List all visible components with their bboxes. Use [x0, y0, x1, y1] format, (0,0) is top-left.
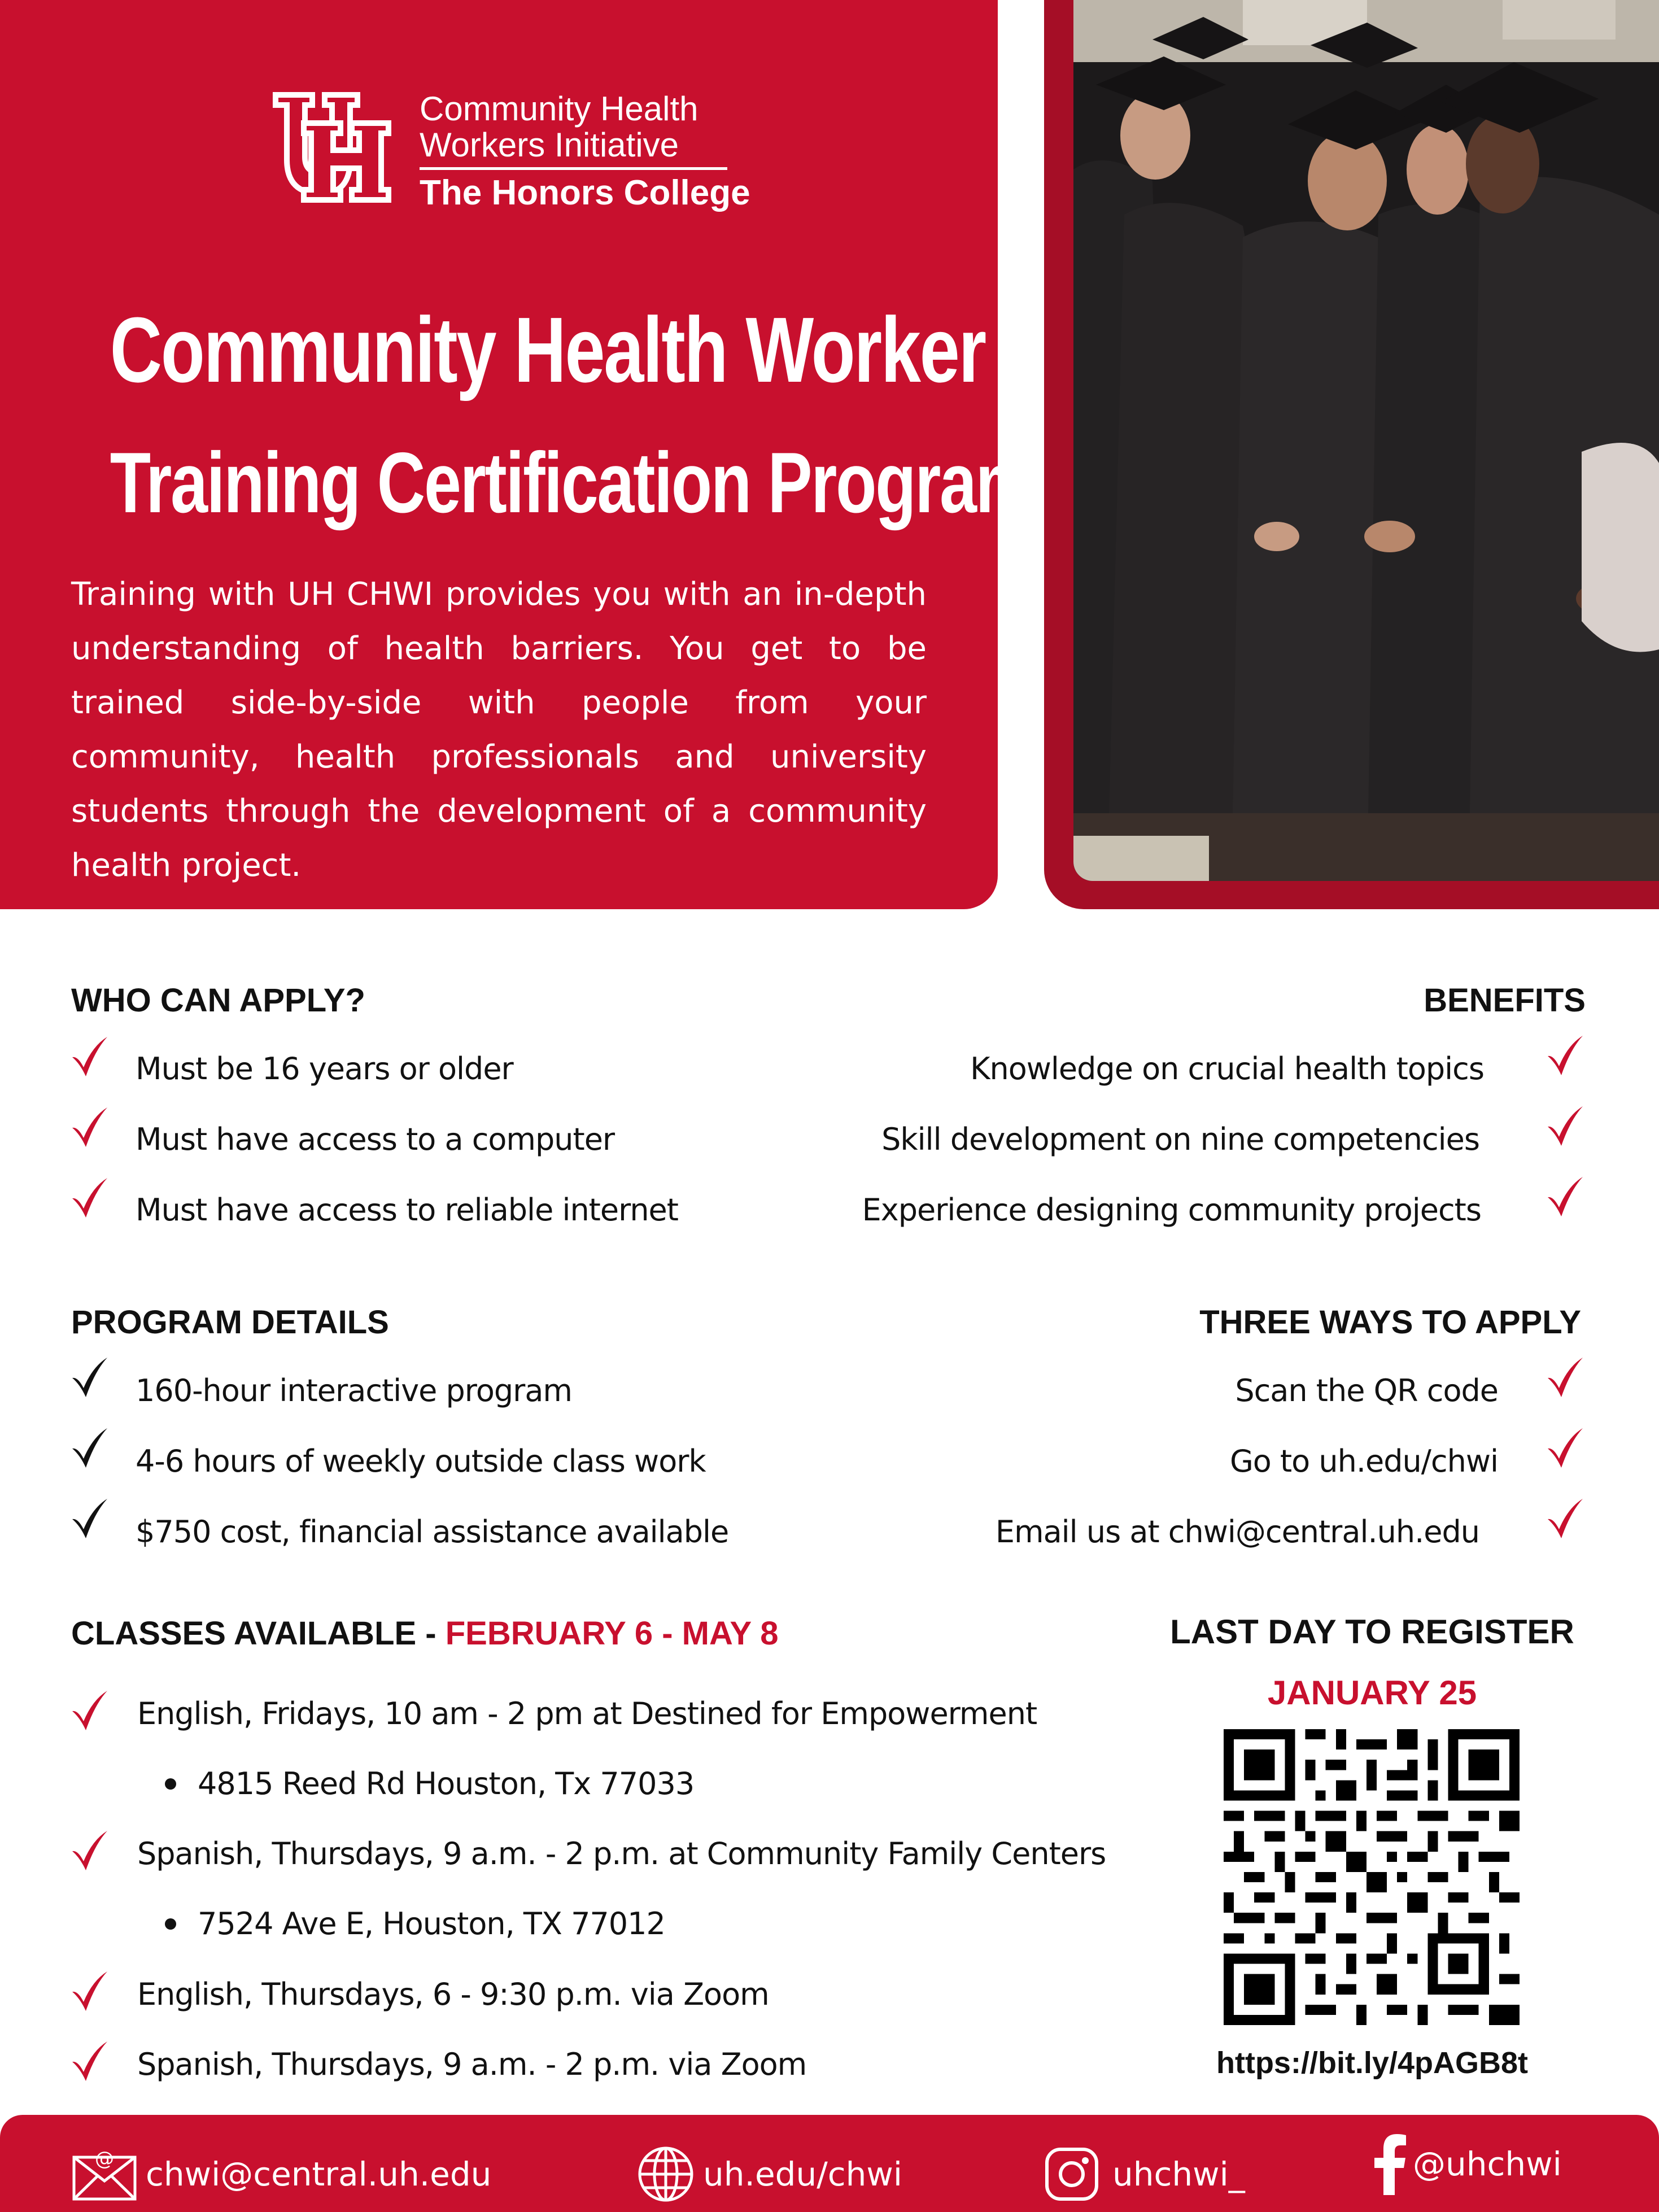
- last-day-heading: LAST DAY TO REGISTER: [1170, 1613, 1574, 1651]
- bullet-dot: [165, 1778, 176, 1790]
- red-check-icon: [70, 1829, 110, 1873]
- graduation-photo: [1073, 0, 1659, 881]
- footer-instagram-text: uhchwi_: [1112, 2155, 1245, 2193]
- benefit-item: Experience designing community projects: [862, 1192, 1481, 1228]
- red-check-icon: [70, 2039, 110, 2083]
- red-check-icon: [1546, 1033, 1585, 1077]
- red-check-icon: [1546, 1355, 1585, 1399]
- uh-chwi-logo: [270, 89, 750, 212]
- facebook-icon: [1373, 2133, 1407, 2195]
- apply-way-item: Go to uh.edu/chwi: [1229, 1443, 1498, 1479]
- hero-panel: [0, 0, 1034, 909]
- page-title-line1: Community Health Worker: [110, 298, 985, 402]
- svg-text:@: @: [95, 2148, 114, 2170]
- black-check-icon: [70, 1497, 110, 1541]
- registration-link[interactable]: https://bit.ly/4pAGB8t: [1216, 2046, 1528, 2080]
- org-name-line1: Community Health: [420, 90, 698, 128]
- benefits-heading: BENEFITS: [1424, 982, 1586, 1019]
- instagram-icon: [1044, 2146, 1100, 2202]
- uh-logo-mark: [270, 89, 391, 205]
- graduates-illustration: [1073, 0, 1659, 881]
- logo-divider: [420, 167, 727, 170]
- page-title-line2: Training Certification Program: [110, 435, 1034, 531]
- black-check-icon: [70, 1426, 110, 1470]
- program-details-heading: PROGRAM DETAILS: [71, 1304, 389, 1341]
- red-check-icon: [1546, 1175, 1585, 1219]
- intro-paragraph: Training with UH CHWI provides you with an in-depth understanding of health barriers. You get to be trained side-by-side with people from your community, health professionals and university students through the development of a community health project.: [71, 576, 927, 884]
- red-check-icon: [1546, 1426, 1585, 1470]
- red-check-icon: [1546, 1104, 1585, 1148]
- footer-email[interactable]: [71, 2146, 491, 2202]
- who-can-apply-item: Must be 16 years or older: [136, 1051, 513, 1087]
- who-can-apply-item: Must have access to a computer: [136, 1122, 615, 1157]
- program-detail-item: 160-hour interactive program: [136, 1373, 573, 1408]
- classes-heading: [71, 1614, 779, 1653]
- class-item: English, Fridays, 10 am - 2 pm at Destined for Empowerment: [137, 1696, 1037, 1731]
- college-name: The Honors College: [420, 173, 750, 212]
- mail-icon: [71, 2146, 138, 2202]
- class-address: 4815 Reed Rd Houston, Tx 77033: [198, 1766, 695, 1801]
- registration-deadline: JANUARY 25: [1267, 1674, 1477, 1712]
- classes-dates: FEBRUARY 6 - MAY 8: [445, 1615, 779, 1652]
- benefit-item: Skill development on nine competencies: [881, 1122, 1479, 1157]
- class-item: English, Thursdays, 6 - 9:30 p.m. via Zoom: [137, 1977, 769, 2012]
- footer-facebook[interactable]: [1373, 2136, 1562, 2192]
- org-name-line2: Workers Initiative: [420, 126, 679, 164]
- red-check-icon: [70, 1969, 110, 2013]
- ways-to-apply-heading: THREE WAYS TO APPLY: [1199, 1304, 1581, 1341]
- red-check-icon: [70, 1035, 110, 1079]
- footer-website[interactable]: [636, 2146, 902, 2202]
- footer-facebook-text: @uhchwi: [1413, 2145, 1562, 2183]
- red-check-icon: [70, 1689, 110, 1733]
- red-check-icon: [70, 1105, 110, 1149]
- black-check-icon: [70, 1355, 110, 1399]
- program-detail-item: 4-6 hours of weekly outside class work: [136, 1443, 706, 1479]
- who-can-apply-item: Must have access to reliable internet: [136, 1192, 678, 1228]
- footer-website-text: uh.edu/chwi: [703, 2155, 902, 2193]
- apply-way-item: Scan the QR code: [1235, 1373, 1498, 1408]
- class-item: Spanish, Thursdays, 9 a.m. - 2 p.m. via Zoom: [137, 2047, 807, 2082]
- footer-instagram[interactable]: [1044, 2146, 1245, 2202]
- red-check-icon: [1546, 1497, 1585, 1541]
- classes-heading-label: CLASSES AVAILABLE -: [71, 1615, 446, 1652]
- class-address: 7524 Ave E, Houston, TX 77012: [198, 1906, 665, 1942]
- who-can-apply-heading: WHO CAN APPLY?: [71, 982, 365, 1019]
- bullet-dot: [165, 1918, 176, 1930]
- red-check-icon: [70, 1176, 110, 1220]
- footer-email-text: chwi@central.uh.edu: [146, 2155, 492, 2193]
- globe-icon: [636, 2145, 695, 2204]
- benefit-item: Knowledge on crucial health topics: [970, 1051, 1484, 1087]
- apply-way-item: Email us at chwi@central.uh.edu: [995, 1514, 1479, 1550]
- program-detail-item: $750 cost, financial assistance available: [136, 1514, 729, 1550]
- class-item: Spanish, Thursdays, 9 a.m. - 2 p.m. at Community Family Centers: [137, 1836, 1106, 1871]
- qr-code[interactable]: [1224, 1729, 1520, 2025]
